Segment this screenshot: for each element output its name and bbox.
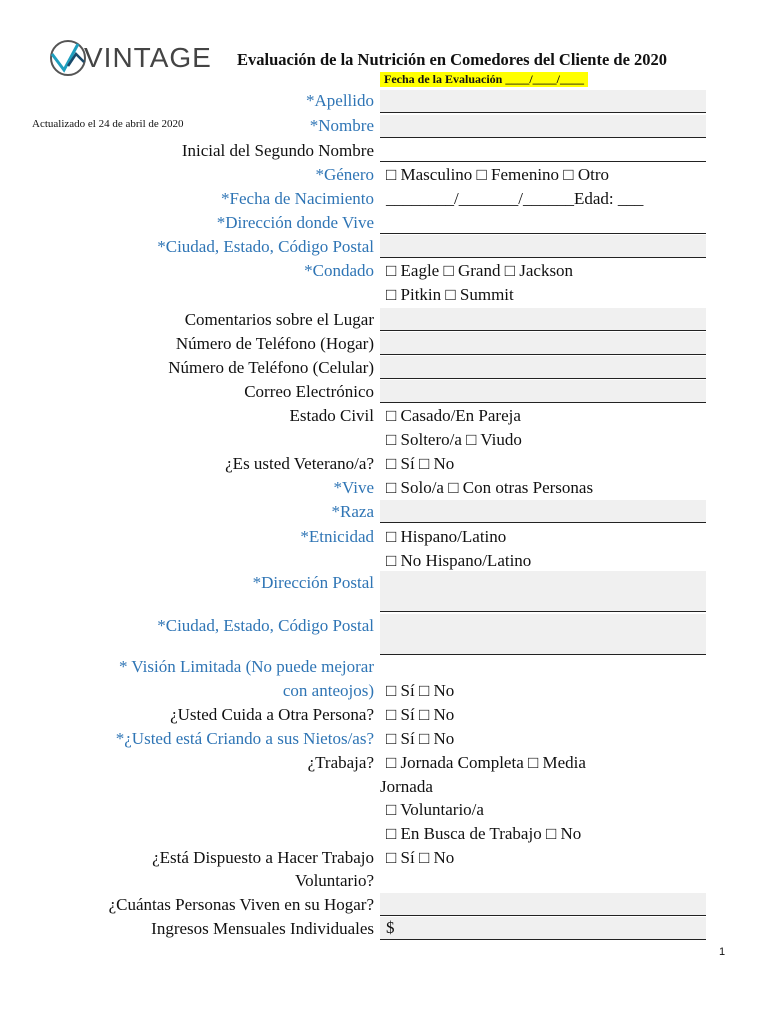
genero-options[interactable]: □ Masculino □ Femenino □ Otro [386, 165, 609, 184]
field-tel-hogar[interactable] [380, 332, 706, 355]
veterano-options[interactable]: □ Sí □ No [386, 454, 455, 473]
field-ciudad[interactable] [380, 235, 706, 258]
label-personas: ¿Cuántas Personas Viven en su Hogar? [108, 895, 374, 914]
vision-options[interactable]: □ Sí □ No [386, 681, 455, 700]
field-nombre[interactable] [380, 115, 706, 138]
field-ingresos[interactable] [380, 917, 706, 940]
label-vision-2: con anteojos) [282, 681, 374, 700]
label-nombre: *Nombre [309, 116, 374, 135]
ingresos-currency: $ [386, 918, 395, 937]
label-condado: *Condado [304, 261, 374, 280]
label-etnicidad: *Etnicidad [300, 527, 374, 546]
cuida-options[interactable]: □ Sí □ No [386, 705, 455, 724]
updated-date: Actualizado el 24 de abril de 2020 [32, 118, 184, 130]
field-comentarios[interactable] [380, 308, 706, 331]
field-tel-celular[interactable] [380, 356, 706, 379]
condado-options[interactable]: □ Eagle □ Grand □ Jackson □ Pitkin □ Summit [386, 261, 574, 304]
voluntario-options[interactable]: □ Sí □ No [386, 848, 455, 867]
field-ciudad-postal[interactable] [380, 614, 706, 655]
label-inicial: Inicial del Segundo Nombre [181, 141, 374, 160]
field-apellido[interactable] [380, 90, 706, 113]
label-ciudad-postal: *Ciudad, Estado, Código Postal [157, 616, 374, 635]
label-nacimiento: *Fecha de Nacimiento [221, 189, 374, 208]
field-dir-postal[interactable] [380, 571, 706, 612]
label-voluntario-1: ¿Está Dispuesto a Hacer Trabajo [152, 848, 374, 867]
label-trabaja: ¿Trabaja? [307, 753, 374, 772]
label-correo: Correo Electrónico [244, 382, 374, 401]
evaluation-date[interactable]: Fecha de la Evaluación ____/____/____ [380, 72, 588, 87]
label-tel-hogar: Número de Teléfono (Hogar) [175, 334, 374, 353]
field-personas[interactable] [380, 893, 706, 916]
field-inicial[interactable] [380, 139, 706, 162]
label-dir-postal: *Dirección Postal [252, 573, 374, 592]
label-vive: *Vive [333, 478, 374, 497]
estado-civil-options[interactable]: □ Casado/En Pareja □ Soltero/a □ Viudo [386, 406, 522, 449]
label-cuida: ¿Usted Cuida a Otra Persona? [170, 705, 374, 724]
label-estado-civil: Estado Civil [289, 406, 374, 425]
label-tel-celular: Número de Teléfono (Celular) [168, 358, 374, 377]
label-ingresos: Ingresos Mensuales Individuales [151, 919, 374, 938]
logo-text: VINTAGE [84, 42, 212, 73]
label-apellido: *Apellido [306, 91, 374, 110]
vive-options[interactable]: □ Solo/a □ Con otras Personas [386, 478, 594, 497]
nacimiento-value[interactable]: ________/_______/______Edad: ___ [386, 189, 644, 208]
field-correo[interactable] [380, 380, 706, 403]
label-voluntario-2: Voluntario? [294, 871, 374, 890]
nietos-options[interactable]: □ Sí □ No [386, 729, 455, 748]
label-comentarios: Comentarios sobre el Lugar [184, 310, 374, 329]
field-raza[interactable] [380, 500, 706, 523]
label-ciudad: *Ciudad, Estado, Código Postal [157, 237, 374, 256]
vintage-logo-icon [48, 38, 88, 78]
etnicidad-options[interactable]: □ Hispano/Latino □ No Hispano/Latino [386, 527, 532, 570]
label-genero: *Género [315, 165, 374, 184]
label-nietos: *¿Usted está Criando a sus Nietos/as? [115, 729, 374, 748]
label-raza: *Raza [331, 502, 374, 521]
page-number: 1 [719, 946, 726, 958]
page-title: Evaluación de la Nutrición en Comedores del Cliente de 2020 [237, 50, 668, 69]
vintage-logo [48, 38, 212, 78]
label-vision-1: * Visión Limitada (No puede mejorar [118, 657, 374, 676]
label-veterano: ¿Es usted Veterano/a? [225, 454, 374, 473]
label-direccion: *Dirección donde Vive [216, 213, 374, 232]
trabaja-options[interactable]: □ Jornada Completa □ Media Jornada □ Voluntario/a □ En Busca de Trabajo □ No [380, 753, 586, 843]
field-direccion[interactable] [380, 211, 706, 234]
